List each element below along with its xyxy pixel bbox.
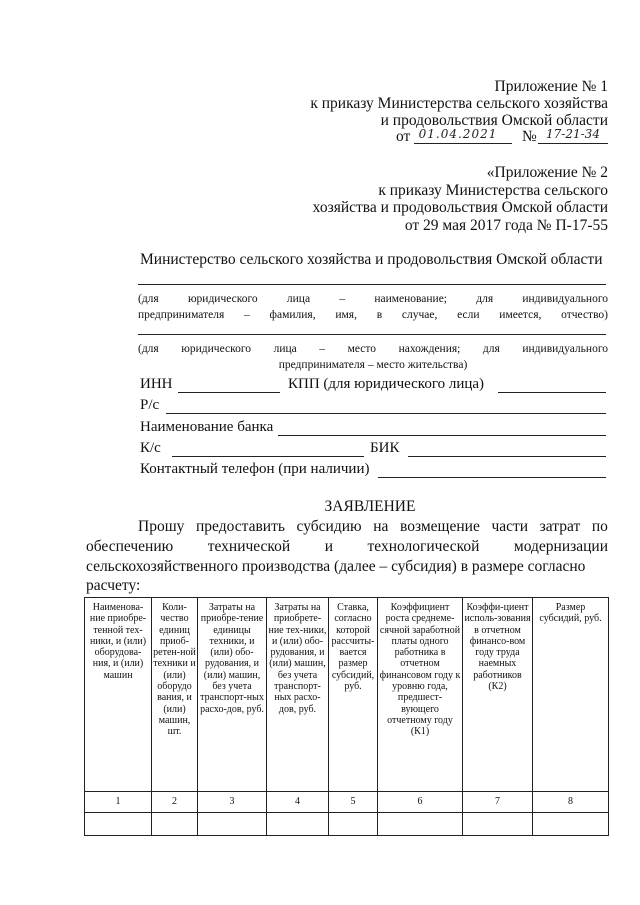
appendix-1-line-1: к приказу Министерства сельского хозяйства: [310, 95, 608, 112]
table-number-cell: 8: [533, 792, 609, 813]
number-underline: [538, 143, 608, 144]
table-data-cell[interactable]: [152, 813, 198, 836]
appendix-1-title: Приложение № 1: [494, 78, 608, 95]
table-number-cell: 3: [198, 792, 267, 813]
date-underline: [414, 143, 512, 144]
table-header-cell: Наименова-ние приобре-тенной тех-ники, и (или) оборудова-ния, и (или) машин: [85, 598, 152, 792]
statement-word: технической: [207, 538, 291, 555]
appendix-2-line-2: хозяйства и продовольствия Омской области: [312, 199, 608, 216]
corr-account-field[interactable]: [172, 456, 364, 457]
table-header-cell: Коэффициент роста среднеме-сячной заработной платы одного работника в отчетном финансовом году к уровню года, предшест-вующего отчетному году (К1): [378, 598, 463, 792]
appendix-1-header: [200, 78, 608, 129]
table-data-cell[interactable]: [198, 813, 267, 836]
table-number-row: [85, 792, 609, 813]
number-prefix: №: [522, 128, 537, 145]
applicant-address-line[interactable]: [138, 334, 606, 335]
bik-label: БИК: [370, 440, 400, 456]
table-number-cell: 4: [267, 792, 329, 813]
corr-account-label: К/с: [140, 440, 161, 456]
applicant-hint-1: (для юридического лица – наименование; для индивидуального: [138, 293, 608, 305]
addressee: Министерство сельского хозяйства и продовольствия Омской области: [140, 251, 603, 268]
statement-word: возмещение: [399, 518, 480, 535]
statement-word: по: [591, 518, 608, 535]
table-data-cell[interactable]: [85, 813, 152, 836]
appendix-2-header: [200, 164, 608, 234]
table-header-cell: Ставка, согласно которой рассчиты-вается размер субсидий, руб.: [329, 598, 378, 792]
table-number-cell: 2: [152, 792, 198, 813]
account-field[interactable]: [166, 413, 606, 414]
phone-field[interactable]: [378, 477, 606, 478]
table-header-cell: Коэффи-циент исполь-зования в отчетном финансо-вом году труда наемных работников (К2): [463, 598, 533, 792]
table-header-cell: Коли-чество единиц приоб-ретен-ной техники и (или) оборудо вания, и (или) машин, шт.: [152, 598, 198, 792]
table-header-cell: Затраты на приобрете-ние тех-ники, и (или) обо-рудования, и (или) машин, без учета транспорт-ных расхо-дов, руб.: [267, 598, 329, 792]
statement-word: на: [373, 518, 389, 535]
bank-label: Наименование банка: [140, 419, 274, 435]
address-hint-1: (для юридического лица – место нахождения; для индивидуального: [138, 343, 608, 355]
bik-field[interactable]: [408, 456, 606, 457]
statement-word: предоставить: [196, 518, 285, 535]
bank-field[interactable]: [278, 435, 606, 436]
table-data-cell[interactable]: [329, 813, 378, 836]
statement-word: и: [324, 538, 334, 555]
address-hint-2: предпринимателя – место жительства): [278, 359, 468, 371]
statement-word: модернизации: [513, 538, 608, 555]
table-number-cell: 7: [463, 792, 533, 813]
statement-word: обеспечению: [86, 538, 174, 555]
table-header-cell: Затраты на приобре-тение единицы техники, и (или) обо-рудования, и (или) машин, без учета транспорт-ных расхо-дов, руб.: [198, 598, 267, 792]
statement-word: затрат: [539, 518, 581, 535]
table-header-row: [85, 598, 609, 792]
date-value: 01.04.2021: [418, 127, 498, 141]
table-data-row: [85, 813, 609, 836]
appendix-2-line-1: к приказу Министерства сельского: [378, 181, 608, 199]
kpp-label: КПП (для юридического лица): [288, 376, 485, 392]
inn-field[interactable]: [178, 392, 280, 393]
table-number-cell: 5: [329, 792, 378, 813]
subsidy-calculation-table: [84, 597, 609, 836]
inn-label: ИНН: [140, 376, 173, 392]
table-data-cell[interactable]: [533, 813, 609, 836]
statement-line-4: расчету:: [86, 577, 141, 594]
table-number-cell: 6: [378, 792, 463, 813]
statement-line-2: [86, 538, 608, 556]
applicant-hint-2: предпринимателя – фамилия, имя, в случае, если имеется, отчество): [138, 309, 608, 321]
kpp-field[interactable]: [498, 392, 606, 393]
applicant-name-line[interactable]: [138, 284, 606, 285]
appendix-2-line-3: от 29 мая 2017 года № П-17-55: [404, 216, 608, 234]
statement-word: Прошу: [138, 518, 185, 535]
phone-label: Контактный телефон (при наличии): [140, 461, 370, 477]
number-value: 17-21-34: [546, 127, 600, 141]
table-data-cell[interactable]: [463, 813, 533, 836]
statement-title: ЗАЯВЛЕНИЕ: [324, 498, 416, 515]
account-label: Р/с: [140, 397, 160, 413]
table-header-cell: Размер субсидий, руб.: [533, 598, 609, 792]
statement-word: субсидию: [296, 518, 362, 535]
table-data-cell[interactable]: [378, 813, 463, 836]
appendix-1-date-row: [396, 128, 608, 146]
statement-line-3: сельскохозяйственного производства (далее – субсидия) в размере согласно: [86, 558, 586, 575]
statement-word: части: [491, 518, 529, 535]
appendix-1-line-2: и продовольствия Омской области: [380, 112, 608, 129]
date-prefix: от: [396, 128, 411, 145]
appendix-2-title: «Приложение № 2: [486, 164, 608, 181]
statement-line-1: [138, 518, 608, 536]
table-number-cell: 1: [85, 792, 152, 813]
table-data-cell[interactable]: [267, 813, 329, 836]
statement-word: технологической: [367, 538, 480, 555]
